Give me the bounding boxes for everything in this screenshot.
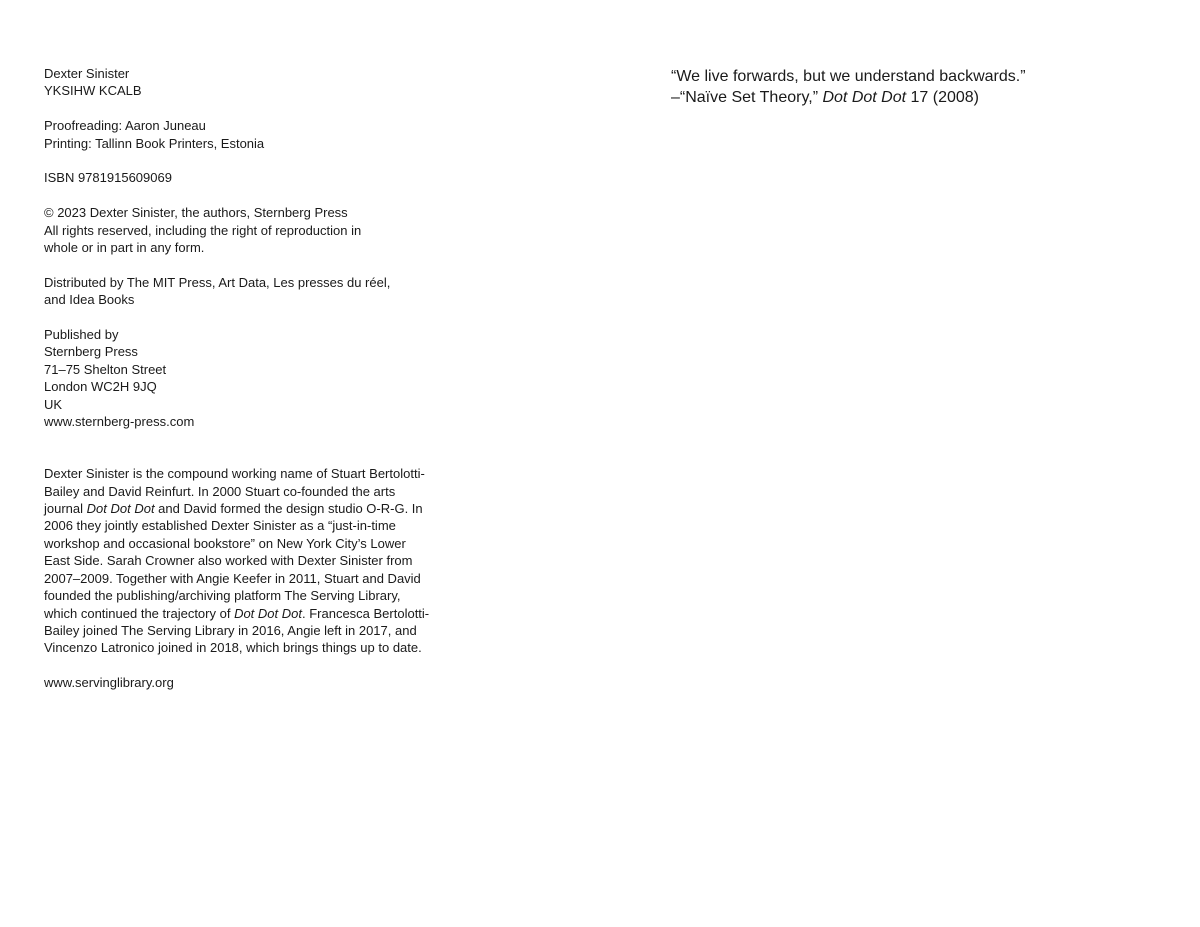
journal-title: Dot Dot Dot — [234, 605, 302, 621]
publisher-city: London WC2H 9JQ — [44, 379, 157, 395]
bio-text-3: . Francesca Bertolotti-Bailey joined The Serving Library in 2016, Angie left in 2017, and Vincenzo Latronico joined in 2018, which brings things up to date. — [44, 605, 430, 656]
epigraph-source-suffix: 17 (2008) — [906, 89, 979, 106]
printing-credit: Printing: Tallinn Book Printers, Estonia — [44, 135, 265, 151]
proofreading-credit: Proofreading: Aaron Juneau — [44, 118, 206, 134]
bio-text-1: Dexter Sinister is the compound working name of Stuart Bertolotti-Bailey and David Reinfurt. In 2000 Stuart co-founded the arts journal — [44, 466, 425, 517]
isbn: ISBN 9781915609069 — [44, 170, 172, 186]
colophon — [44, 65, 434, 692]
epigraph-source — [671, 87, 1151, 108]
published-by-label: Published by — [44, 327, 119, 343]
colophon-authors-block — [44, 65, 434, 100]
credits-block — [44, 117, 434, 152]
bio-text-2: and David formed the design studio O-R-G. In 2006 they jointly established Dexter Sinister as a “just-in-time workshop and occasional bookstore” on New York City’s Lower East Side. Sarah Crowner also worked with Dexter Sinister from 2007–2009. Together with Angie Keefer in 2011, Stuart and David founded the publishing/archiving platform The Serving Library, which continued the trajectory of — [44, 501, 427, 621]
isbn-block — [44, 169, 434, 186]
series-title: YKSIHW KCALB — [44, 83, 142, 99]
distribution-cont: and Idea Books — [44, 292, 135, 308]
journal-title: Dot Dot Dot — [86, 501, 155, 517]
publisher-street: 71–75 Shelton Street — [44, 361, 167, 377]
epigraph-journal: Dot Dot Dot — [822, 89, 907, 106]
copyright-block — [44, 204, 434, 256]
rights-statement-cont: whole or in part in any form. — [44, 240, 205, 256]
epigraph — [671, 66, 1151, 108]
distribution: Distributed by The MIT Press, Art Data, Les presses du réel, — [44, 274, 391, 290]
epigraph-source-prefix: –“Naïve Set Theory,” — [671, 89, 823, 106]
epigraph-quote: “We live forwards, but we understand backwards.” — [671, 68, 1026, 85]
library-website: www.servinglibrary.org — [44, 675, 174, 691]
copyright: © 2023 Dexter Sinister, the authors, Sternberg Press — [44, 205, 348, 221]
rights-statement: All rights reserved, including the right of reproduction in — [44, 222, 362, 238]
distribution-block — [44, 274, 434, 309]
bio-paragraph — [44, 465, 434, 656]
publisher-country: UK — [44, 396, 63, 412]
publisher-website: www.sternberg-press.com — [44, 414, 195, 430]
publisher-block — [44, 326, 434, 430]
library-website-block — [44, 674, 434, 691]
authors: Dexter Sinister — [44, 66, 130, 81]
publisher-name: Sternberg Press — [44, 344, 138, 360]
